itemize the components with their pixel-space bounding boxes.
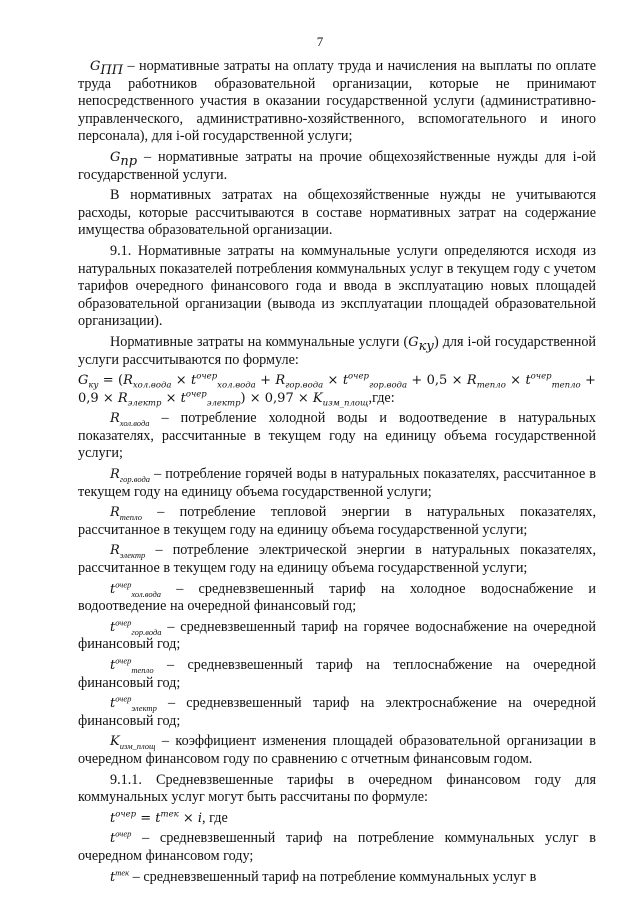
formula-operator: = xyxy=(136,810,156,826)
formula-subscript: тепло xyxy=(119,512,143,523)
formula-subscript: хол.вода xyxy=(119,418,150,429)
formula-operator: × xyxy=(293,390,313,406)
formula-symbol: R xyxy=(110,467,120,483)
formula-superscript: тек xyxy=(160,809,179,820)
formula-subscript: электр xyxy=(119,550,146,561)
definition-text: – средневзвешенный тариф на потребление коммунальных услуг в очередном финансовом году; xyxy=(78,830,596,864)
definition-r-teplo xyxy=(78,504,596,539)
definition-k xyxy=(78,733,596,768)
formula-superscript: тек xyxy=(115,866,130,877)
formula-symbol: R xyxy=(110,411,120,427)
definition-text: – потребление электрической энергии в натуральных показателях, рассчитанное в текущем году на единицу объема государственной услуги; xyxy=(78,542,596,577)
formula-subscript: тепло xyxy=(131,664,154,675)
formula-operator: × xyxy=(98,390,118,406)
formula-operator: = ( xyxy=(98,373,124,389)
definition-text: – средневзвешенный тариф на теплоснабжение на очередной финансовый год; xyxy=(78,657,596,691)
definition-text: – средневзвешенный тариф на потребление коммунальных услуг в xyxy=(129,868,537,885)
formula-superscript: очер xyxy=(115,693,132,704)
paragraph-9-1: 9.1. Нормативные затраты на коммунальные услуги определяются исходя из натуральных показателей потребления коммунальных услуг в текущем году с учетом тарифов очередного финансового года и ввода в эксплуатацию новых площадей образовательной организации (вывода из эксплуатации площадей образовательной организации). xyxy=(78,242,596,330)
formula-operator: × xyxy=(171,373,192,389)
paragraph-text: ) для i-ой государственной услуги рассчитываются по формуле: xyxy=(78,333,597,368)
formula-operator: × xyxy=(161,390,181,406)
formula-symbol: K xyxy=(312,390,323,406)
formula-where: ,где: xyxy=(368,389,395,406)
formula-where: , где xyxy=(202,809,228,826)
formula-operator: × xyxy=(447,373,467,389)
definition-r-elektr xyxy=(78,542,596,577)
definition-text: – потребление тепловой энергии в натуральных показателях, рассчитанное в текущем году на единицу объема государственной услуги; xyxy=(78,504,596,538)
definition-text: – потребление холодной воды и водоотведение в натуральных показателях, рассчитанные в текущем году на единицу объема государственной услуги; xyxy=(78,410,596,462)
formula-superscript: очер xyxy=(115,578,132,589)
formula-symbol: t xyxy=(110,831,116,847)
formula-superscript: очер xyxy=(196,371,218,382)
formula-coefficient: 0,97 xyxy=(264,390,294,406)
definition-t-elektr xyxy=(78,695,596,730)
formula-subscript: электр xyxy=(127,398,162,409)
definition-t-gor xyxy=(78,619,596,654)
formula-subscript: электр xyxy=(206,398,241,409)
formula-subscript: тепло xyxy=(476,380,506,391)
formula-symbol: R xyxy=(110,505,120,521)
formula-symbol: t xyxy=(110,696,116,712)
paragraph-gku-intro xyxy=(78,334,596,369)
formula-operator: + xyxy=(255,373,276,389)
formula-symbol: K xyxy=(110,734,120,750)
formula-symbol: t xyxy=(110,810,116,826)
formula-operator: ) xyxy=(240,390,246,406)
paragraph-text: – нормативные затраты на прочие общехозяйственные нужды для i-ой государственной услуги. xyxy=(78,148,596,183)
formula-symbol: R xyxy=(110,543,120,559)
formula-subscript: хол.вода xyxy=(131,588,162,599)
symbol-g: G xyxy=(408,334,419,350)
definition-text: – потребление горячей воды в натуральных показателях, рассчитанное в текущем году на единицу объема государственной услуги; xyxy=(78,466,596,500)
formula-operator: × xyxy=(245,390,265,406)
formula-symbol: t xyxy=(180,390,186,406)
definition-text: – средневзвешенный тариф на горячее водоснабжение на очередной финансовый год; xyxy=(78,618,596,653)
formula-operator: × xyxy=(505,373,526,389)
paragraph-gpr xyxy=(78,149,596,184)
formula-operator: + xyxy=(407,373,427,389)
formula-symbol: t xyxy=(525,373,531,389)
formula-tariff xyxy=(78,810,596,828)
definition-text: – средневзвешенный тариф на холодное водоснабжение и водоотведение на очередной финансовый год; xyxy=(78,580,596,615)
formula-operator: × xyxy=(323,373,343,389)
subscript: ку xyxy=(418,338,434,354)
page-number: 7 xyxy=(316,34,324,49)
formula-symbol: R xyxy=(117,390,128,406)
formula-subscript: изм_площ xyxy=(322,398,369,409)
formula-symbol: t xyxy=(110,869,116,885)
paragraph-general-needs: В нормативных затратах на общехозяйственные нужды не учитываются расходы, которые рассчитываются в составе нормативных затрат на содержание имущества образовательной организации. xyxy=(78,187,596,239)
definition-t-hol xyxy=(78,578,596,616)
subscript: пр xyxy=(120,153,138,169)
formula-superscript: очер xyxy=(348,371,369,382)
formula-subscript: хол.вода xyxy=(217,380,256,391)
formula-superscript: очер xyxy=(185,389,207,400)
formula-operator: × xyxy=(178,810,198,826)
formula-symbol: R xyxy=(466,373,477,389)
definition-text: – средневзвешенный тариф на электроснабжение на очередной финансовый год; xyxy=(78,695,596,729)
formula-symbol: t xyxy=(342,373,349,389)
formula-coefficient: 0,9 xyxy=(78,390,99,406)
formula-subscript: гор.вода xyxy=(285,380,324,391)
definition-t-ocher xyxy=(78,830,596,865)
subscript: ПП xyxy=(100,62,124,78)
formula-subscript: ку xyxy=(88,380,99,391)
definition-text: – коэффициент изменения площадей образовательной организации в очередном финансовом году по сравнению с отчетным финансовым годом. xyxy=(78,733,596,767)
formula-symbol: t xyxy=(110,581,116,597)
formula-subscript: хол.вода xyxy=(132,380,172,391)
definition-t-teplo xyxy=(78,657,596,692)
formula-symbol: G xyxy=(78,373,89,389)
formula-coefficient: 0,5 xyxy=(426,373,448,389)
definition-r-gor xyxy=(78,466,596,501)
paragraph-text: Нормативные затраты на коммунальные услуги ( xyxy=(110,333,409,350)
formula-symbol: t xyxy=(110,658,116,673)
symbol-g: G xyxy=(110,149,121,165)
paragraph-9-1-1: 9.1.1. Средневзвешенные тарифы в очередном финансовом году для коммунальных услуг могут быть рассчитаны по формуле: xyxy=(78,771,596,806)
formula-superscript: очер xyxy=(115,617,132,628)
paragraph-text: – нормативные затраты на оплату труда и начисления на выплаты по оплате труда работников образовательной организации, которые не принимают непосредственного участия в оказании государственной услуги (административно-управленческого, административно-хозяйственного, вспомогательного и иного персонала), для i-ой государственной услуги; xyxy=(78,58,596,145)
formula-subscript: гор.вода xyxy=(119,473,151,484)
document-body xyxy=(78,58,596,889)
formula-subscript: гор.вода xyxy=(368,380,408,391)
formula-symbol: i xyxy=(197,810,203,826)
formula-symbol: R xyxy=(275,373,286,389)
formula-symbol: t xyxy=(155,810,161,826)
formula-subscript: тепло xyxy=(551,380,581,391)
formula-gku xyxy=(78,372,596,407)
definition-t-tek xyxy=(78,866,596,887)
paragraph-gpp xyxy=(78,58,596,146)
formula-symbol: t xyxy=(191,373,197,389)
formula-superscript: очер xyxy=(530,371,552,382)
symbol-g: G xyxy=(90,59,101,74)
formula-superscript: очер xyxy=(115,828,132,839)
definition-r-hol xyxy=(78,410,596,463)
formula-subscript: гор.вода xyxy=(131,626,162,637)
formula-symbol: R xyxy=(123,373,133,389)
formula-subscript: электр xyxy=(131,703,157,714)
formula-superscript: очер xyxy=(115,809,137,820)
formula-operator: + xyxy=(580,373,596,389)
formula-subscript: изм_площ xyxy=(119,741,156,752)
formula-superscript: очер xyxy=(115,655,132,666)
formula-symbol: t xyxy=(110,619,116,635)
